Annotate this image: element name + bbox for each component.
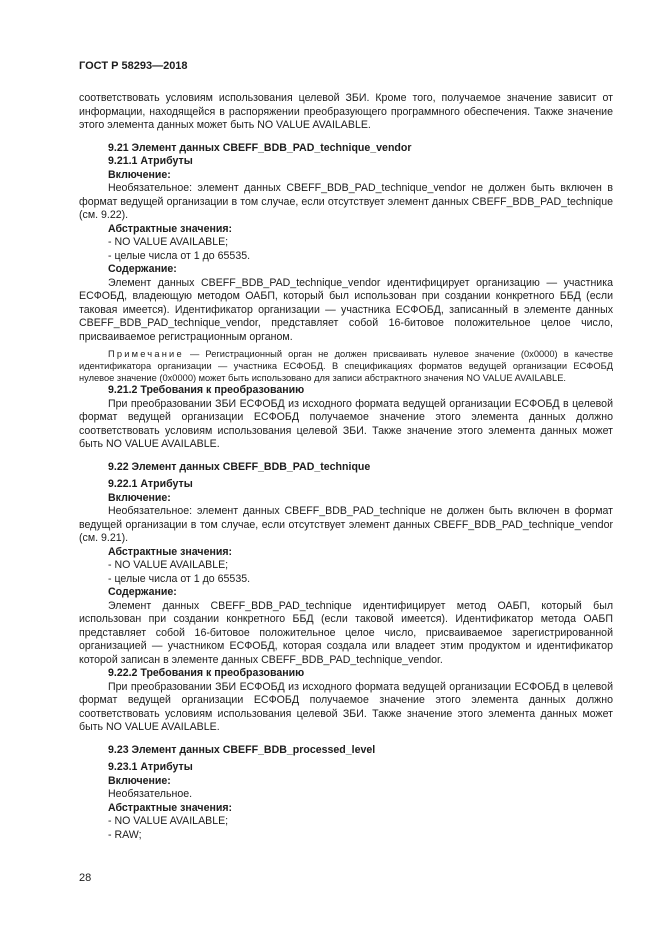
note-label: Примечание <box>108 349 184 359</box>
label-inclusion: Включение: <box>108 774 171 787</box>
list-item: - NO VALUE AVAILABLE; <box>108 559 229 571</box>
paragraph: Необязательное. <box>108 788 193 800</box>
paragraph: Необязательное: элемент данных CBEFF_BDB_PAD_technique не должен быть включен в формат ведущей организации в том случае, если отсутствует элемент данных CBEFF_BDB_PAD_technique_vendor (см. 9.21). <box>79 505 613 544</box>
label-content: Содержание: <box>108 586 177 598</box>
paragraph: При преобразовании ЗБИ ЕСФОБД из исходного формата ведущей организации ЕСФОБД в целевой формат ведущей организации ЕСФОБД получаемое значение этого элемента данных должно соответствовать условиям использования целевой ЗБИ. Также значение этого элемента данных может быть NO VALUE AVAILABLE. <box>79 680 613 733</box>
paragraph: При преобразовании ЗБИ ЕСФОБД из исходного формата ведущей организации ЕСФОБД в целевой формат ведущей организации ЕСФОБД получаемое значение этого элемента данных должно соответствовать условиям использования целевой ЗБИ. Также значение этого элемента данных может быть NO VALUE AVAILABLE. <box>79 397 613 450</box>
section-heading: 9.23 Элемент данных CBEFF_BDB_processed_level <box>108 743 376 756</box>
subsection-heading: 9.22.2 Требования к преобразованию <box>108 667 305 679</box>
list-item: - NO VALUE AVAILABLE; <box>108 815 229 827</box>
paragraph: Элемент данных CBEFF_BDB_PAD_technique идентифицирует метод ОАБП, который был использован при создании конкретного ББД (если таковой имеется). Идентификатор метода ОАБП представляет собой 16-битовое положительное целое число, присваиваемое зарегистрированной организацией — участником ЕСФОБД, которая создала или владеет этим продуктом и идентификатор которой записан в элементе данных CBEFF_BDB_PAD_technique_vendor. <box>79 599 613 666</box>
list-item: - RAW; <box>108 828 142 841</box>
list-item: - целые числа от 1 до 65535. <box>108 572 251 585</box>
label-inclusion: Включение: <box>108 168 171 181</box>
note-text: — Регистрационный орган не должен присваивать нулевое значение (0x0000) в качестве идентификатора организации — участника ЕСФОБД. В спецификациях форматов ведущей организации ЕСФОБД нулевое значение (0x0000) может быть использовано для записи абстрактного значения NO VALUE AVAILABLE. <box>79 349 613 383</box>
page-content <box>79 92 613 842</box>
page-number: 28 <box>79 872 92 884</box>
note <box>79 348 613 384</box>
label-abstract-values: Абстрактные значения: <box>108 545 233 558</box>
subsection-heading: 9.22.1 Атрибуты <box>108 478 193 490</box>
subsection-heading: 9.21.1 Атрибуты <box>108 155 193 167</box>
paragraph: соответствовать условиям использования целевой ЗБИ. Кроме того, получаемое значение зависит от информации, находящейся в распоряжении преобразующего программного обеспечения. Также значение этого элемента данных может быть NO VALUE AVAILABLE. <box>79 92 613 131</box>
label-abstract-values: Абстрактные значения: <box>108 801 233 814</box>
label-content: Содержание: <box>108 263 177 275</box>
page-header: ГОСТ Р 58293—2018 <box>79 60 188 72</box>
label-abstract-values: Абстрактные значения: <box>108 222 233 235</box>
section-heading: 9.21 Элемент данных CBEFF_BDB_PAD_technique_vendor <box>108 141 412 154</box>
list-item: - NO VALUE AVAILABLE; <box>108 236 229 248</box>
paragraph: Необязательное: элемент данных CBEFF_BDB_PAD_technique_vendor не должен быть включен в формат ведущей организации в том случае, если отсутствует элемент данных CBEFF_BDB_PAD_technique (см. 9.22). <box>79 182 613 221</box>
subsection-heading: 9.23.1 Атрибуты <box>108 761 193 773</box>
subsection-heading: 9.21.2 Требования к преобразованию <box>108 384 305 396</box>
paragraph: Элемент данных CBEFF_BDB_PAD_technique_vendor идентифицирует организацию — участника ЕСФОБД, владеющую методом ОАБП, который был использован при создании конкретного ББД (если таковая имеется). Идентификатор организации — участника ЕСФОБД, записанный в элементе данных CBEFF_BDB_PAD_technique_vendor, представляет собой 16-битовое положительное целое число, присваиваемое регистрационным органом. <box>79 276 613 343</box>
list-item: - целые числа от 1 до 65535. <box>108 249 251 262</box>
label-inclusion: Включение: <box>108 491 171 504</box>
section-heading: 9.22 Элемент данных CBEFF_BDB_PAD_technique <box>108 460 371 473</box>
